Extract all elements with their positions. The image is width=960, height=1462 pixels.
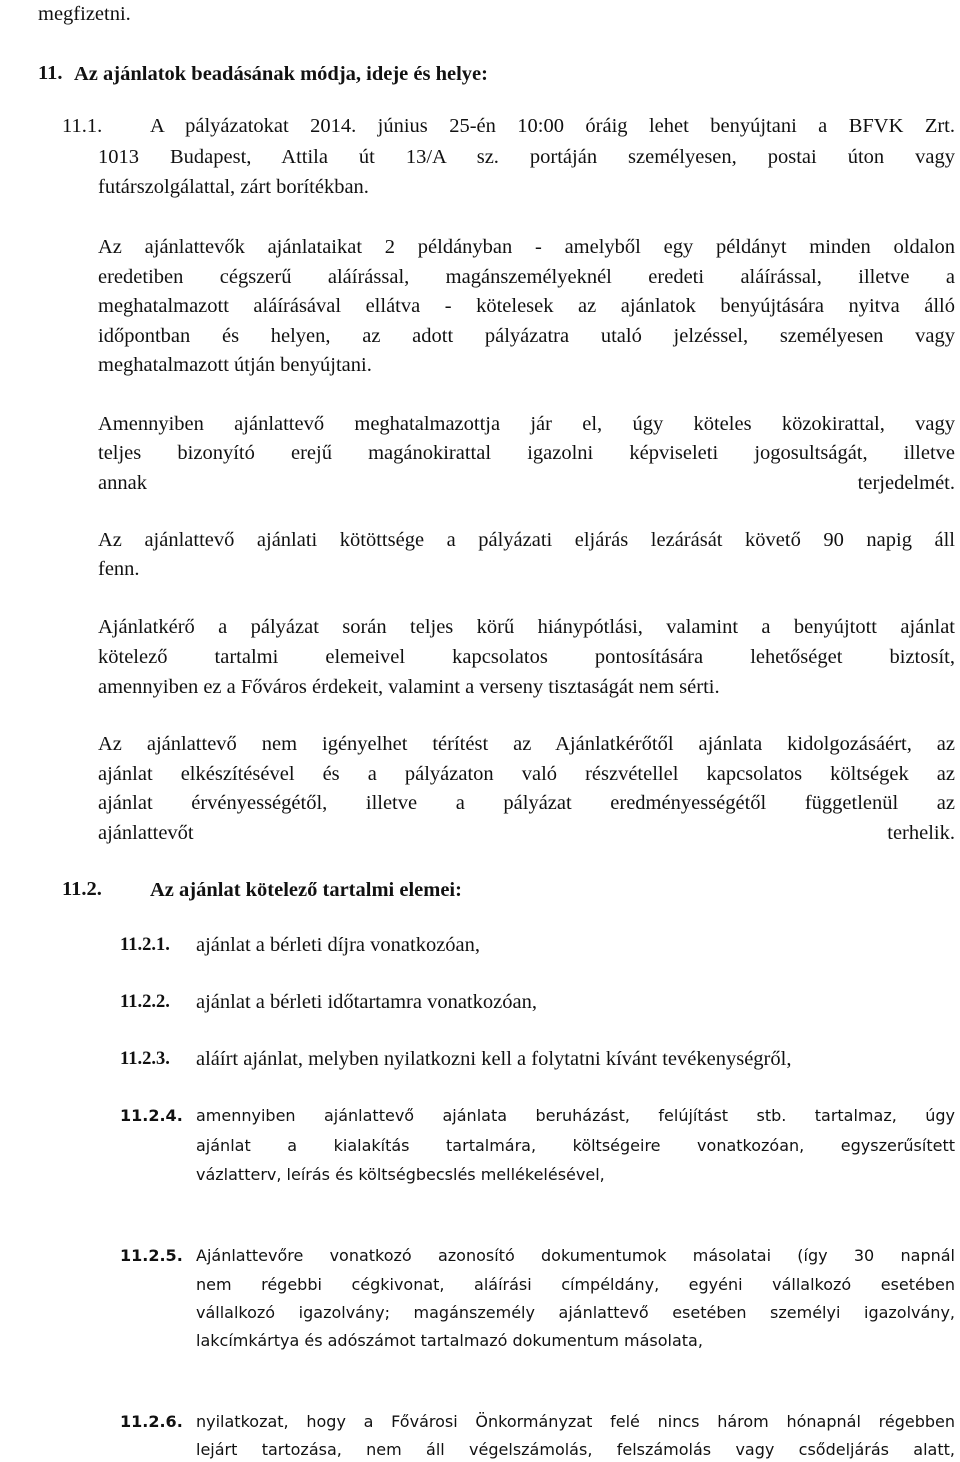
text-line: meghatalmazott útján benyújtani. — [98, 354, 372, 376]
item-text: vázlatterv, leírás és költségbecslés mellékelésével, — [196, 1165, 605, 1184]
text-line: Az ajánlattevők ajánlataikat 2 példányban - amelyből egy példányt minden oldalon — [98, 236, 955, 258]
text-line: annak — [98, 472, 147, 494]
item-text: ajánlat a bérleti díjra vonatkozóan, — [196, 934, 481, 956]
subsection-number: 11.1. — [62, 115, 103, 137]
text-line: eredetiben cégszerű aláírással, magánszemélyeknél eredeti aláírással, illetve a — [98, 266, 955, 288]
text-line: futárszolgálattal, zárt borítékban. — [98, 176, 369, 198]
text-line: Az ajánlattevő ajánlati kötöttsége a pályázati eljárás lezárását követő 90 napig áll — [98, 529, 955, 551]
item-number: 11.2.4. — [120, 1106, 183, 1125]
item-number: 11.2.2. — [120, 992, 170, 1012]
text-line: kötelező tartalmi elemeivel kapcsolatos pontosítására lehetőséget biztosít, — [98, 646, 955, 668]
text-line: Az ajánlattevő nem igényelhet térítést az Ajánlatkérőtől ajánlata kidolgozásáért, az — [98, 733, 955, 755]
text-line: A pályázatokat 2014. június 25-én 10:00 óráig lehet benyújtani a BFVK Zrt. — [150, 115, 955, 137]
item-text: amennyiben ajánlattevő ajánlata beruházást, felújítást stb. tartalmaz, úgy — [196, 1106, 955, 1125]
item-text: nyilatkozat, hogy a Fővárosi Önkormányzat felé nincs három hónapnál régebben — [196, 1412, 955, 1431]
item-text: lakcímkártya és adószámot tartalmazó dokumentum másolata, — [196, 1331, 703, 1350]
text-line: amennyiben ez a Főváros érdekeit, valamint a verseny tisztaságát nem sérti. — [98, 676, 720, 698]
text-line: megfizetni. — [38, 3, 131, 25]
text-line: időpontban és helyen, az adott pályázatra utaló jelzéssel, személyesen vagy — [98, 325, 955, 347]
section-heading: Az ajánlatok beadásának módja, ideje és helye: — [74, 63, 488, 85]
item-text: aláírt ajánlat, melyben nyilatkozni kell a folytatni kívánt tevékenységről, — [196, 1048, 792, 1070]
item-text: lejárt tartozása, nem áll végelszámolás, felszámolás vagy csődeljárás alatt, — [196, 1440, 955, 1459]
text-line: meghatalmazott aláírásával ellátva - kötelesek az ajánlatok benyújtására nyitva álló — [98, 295, 955, 317]
text-line: Ajánlatkérő a pályázat során teljes körű hiánypótlási, valamint a benyújtott ajánlat — [98, 616, 955, 638]
item-text: Ajánlattevőre vonatkozó azonosító dokumentumok másolatai (így 30 napnál — [196, 1246, 955, 1265]
section-number: 11. — [38, 62, 63, 84]
item-text: ajánlat a kialakítás tartalmára, költségeire vonatkozóan, egyszerűsített — [196, 1136, 955, 1155]
text-line: Amennyiben ajánlattevő meghatalmazottja jár el, úgy köteles közokirattal, vagy — [98, 413, 955, 435]
subsection-number: 11.2. — [62, 878, 102, 900]
text-line: 1013 Budapest, Attila út 13/A sz. portáján személyesen, postai úton vagy — [98, 146, 955, 168]
text-line: teljes bizonyító erejű magánokirattal igazolni képviseleti jogosultságát, illetve — [98, 442, 955, 464]
item-number: 11.2.6. — [120, 1412, 183, 1431]
item-number: 11.2.3. — [120, 1049, 170, 1069]
text-line: fenn. — [98, 558, 140, 580]
text-line: ajánlat elkészítésével és a pályázaton való részvétellel kapcsolatos költségek az — [98, 763, 955, 785]
subsection-heading: Az ajánlat kötelező tartalmi elemei: — [150, 879, 462, 901]
text-line: ajánlat érvényességétől, illetve a pályázat eredményességétől függetlenül az — [98, 792, 955, 814]
item-text: vállalkozó igazolvány; magánszemély ajánlattevő esetében személyi igazolvány, — [196, 1303, 955, 1322]
item-number: 11.2.1. — [120, 935, 170, 955]
item-number: 11.2.5. — [120, 1246, 183, 1265]
item-text: ajánlat a bérleti időtartamra vonatkozóan, — [196, 991, 537, 1013]
text-line: ajánlattevőt — [98, 822, 194, 844]
item-text: nem régebbi cégkivonat, aláírási címpéldány, egyéni vállalkozó esetében — [196, 1275, 955, 1294]
text-line: terjedelmét. — [857, 472, 955, 494]
text-line: terhelik. — [887, 822, 955, 844]
